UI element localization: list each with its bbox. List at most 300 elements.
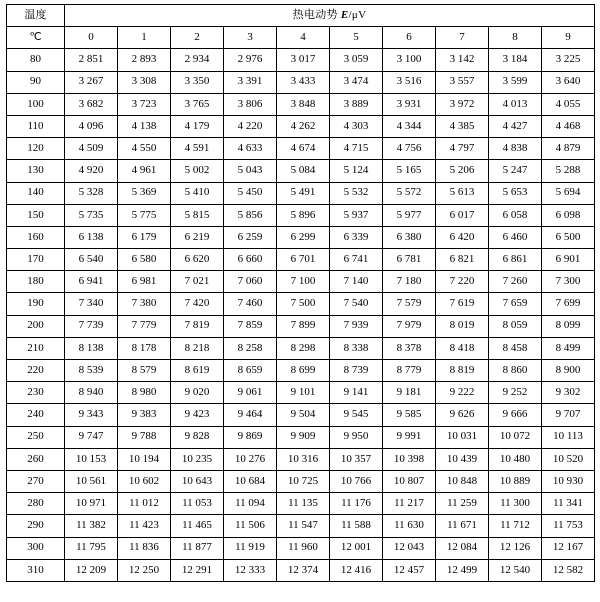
emf-value-cell: 12 540: [489, 559, 542, 581]
emf-value-cell: 11 753: [542, 515, 595, 537]
emf-value-cell: 6 138: [65, 226, 118, 248]
emf-value-cell: 7 579: [383, 293, 436, 315]
emf-value-cell: 4 550: [118, 138, 171, 160]
emf-value-cell: 9 101: [277, 382, 330, 404]
emf-value-cell: 11 547: [277, 515, 330, 537]
emf-value-cell: 8 178: [118, 337, 171, 359]
emf-value-cell: 3 059: [330, 49, 383, 71]
row-temperature-label: 100: [7, 93, 65, 115]
temperature-header-label: 温度: [7, 5, 65, 27]
emf-value-cell: 11 382: [65, 515, 118, 537]
emf-value-cell: 9 020: [171, 382, 224, 404]
emf-value-cell: 4 013: [489, 93, 542, 115]
emf-value-cell: 5 450: [224, 182, 277, 204]
emf-value-cell: 9 707: [542, 404, 595, 426]
emf-value-cell: 6 500: [542, 226, 595, 248]
emf-value-cell: 3 142: [436, 49, 489, 71]
emf-value-cell: 3 433: [277, 71, 330, 93]
emf-value-cell: 8 099: [542, 315, 595, 337]
table-row: [7, 93, 595, 115]
emf-value-cell: 8 539: [65, 360, 118, 382]
emf-value-cell: 4 961: [118, 160, 171, 182]
emf-value-cell: 10 398: [383, 448, 436, 470]
emf-value-cell: 7 659: [489, 293, 542, 315]
emf-value-cell: 9 909: [277, 426, 330, 448]
emf-value-cell: 9 222: [436, 382, 489, 404]
emf-value-cell: 7 460: [224, 293, 277, 315]
emf-value-cell: 7 260: [489, 271, 542, 293]
row-temperature-label: 300: [7, 537, 65, 559]
emf-value-cell: 6 420: [436, 226, 489, 248]
emf-value-cell: 3 557: [436, 71, 489, 93]
emf-value-cell: 5 043: [224, 160, 277, 182]
emf-value-cell: 4 920: [65, 160, 118, 182]
row-temperature-label: 160: [7, 226, 65, 248]
emf-value-cell: 6 580: [118, 249, 171, 271]
emf-value-cell: 12 457: [383, 559, 436, 581]
emf-value-cell: 8 659: [224, 360, 277, 382]
emf-value-cell: 6 219: [171, 226, 224, 248]
emf-value-cell: 9 545: [330, 404, 383, 426]
emf-value-cell: 6 620: [171, 249, 224, 271]
emf-value-cell: 10 520: [542, 448, 595, 470]
emf-value-cell: 11 877: [171, 537, 224, 559]
emf-value-cell: 12 043: [383, 537, 436, 559]
emf-value-cell: 4 262: [277, 115, 330, 137]
table-row: [7, 226, 595, 248]
emf-value-cell: 5 653: [489, 182, 542, 204]
table-row: [7, 293, 595, 315]
column-header: 9: [542, 27, 595, 49]
table-row: [7, 115, 595, 137]
emf-value-cell: 12 250: [118, 559, 171, 581]
emf-value-cell: 12 126: [489, 537, 542, 559]
emf-value-cell: 5 124: [330, 160, 383, 182]
emf-value-cell: 10 194: [118, 448, 171, 470]
emf-value-cell: 10 930: [542, 470, 595, 492]
header-row-title: [7, 5, 595, 27]
emf-value-cell: 8 218: [171, 337, 224, 359]
emf-value-cell: 4 427: [489, 115, 542, 137]
table-row: [7, 559, 595, 581]
emf-value-cell: 11 217: [383, 493, 436, 515]
emf-value-cell: 3 350: [171, 71, 224, 93]
emf-value-cell: 4 344: [383, 115, 436, 137]
emf-value-cell: 6 781: [383, 249, 436, 271]
emf-value-cell: 3 100: [383, 49, 436, 71]
emf-value-cell: 10 153: [65, 448, 118, 470]
emf-value-cell: 12 582: [542, 559, 595, 581]
emf-value-cell: 8 819: [436, 360, 489, 382]
emf-value-cell: 4 385: [436, 115, 489, 137]
table-row: [7, 315, 595, 337]
row-temperature-label: 290: [7, 515, 65, 537]
emf-value-cell: 5 247: [489, 160, 542, 182]
table-row: [7, 138, 595, 160]
emf-value-cell: 6 741: [330, 249, 383, 271]
emf-value-cell: 5 206: [436, 160, 489, 182]
emf-value-cell: 6 179: [118, 226, 171, 248]
emf-value-cell: 3 474: [330, 71, 383, 93]
emf-value-cell: 10 561: [65, 470, 118, 492]
emf-value-cell: 10 602: [118, 470, 171, 492]
row-temperature-label: 220: [7, 360, 65, 382]
emf-value-cell: 6 901: [542, 249, 595, 271]
column-header: 2: [171, 27, 224, 49]
emf-value-cell: 5 896: [277, 204, 330, 226]
emf-value-cell: 11 506: [224, 515, 277, 537]
emf-value-cell: 8 378: [383, 337, 436, 359]
emf-value-cell: 6 380: [383, 226, 436, 248]
row-temperature-label: 140: [7, 182, 65, 204]
emf-value-cell: 12 333: [224, 559, 277, 581]
row-temperature-label: 270: [7, 470, 65, 492]
emf-label-symbol: E: [340, 8, 349, 21]
emf-value-cell: 3 184: [489, 49, 542, 71]
emf-value-cell: 6 861: [489, 249, 542, 271]
emf-value-cell: 9 061: [224, 382, 277, 404]
emf-value-cell: 2 934: [171, 49, 224, 71]
emf-value-cell: 10 807: [383, 470, 436, 492]
emf-value-cell: 11 836: [118, 537, 171, 559]
emf-value-cell: 9 788: [118, 426, 171, 448]
emf-value-cell: 6 941: [65, 271, 118, 293]
emf-value-cell: 8 739: [330, 360, 383, 382]
emf-value-cell: 10 684: [224, 470, 277, 492]
emf-value-cell: 6 981: [118, 271, 171, 293]
table-row: [7, 271, 595, 293]
row-temperature-label: 310: [7, 559, 65, 581]
emf-value-cell: 5 977: [383, 204, 436, 226]
temperature-unit-label: ℃: [7, 27, 65, 49]
table-row: [7, 382, 595, 404]
row-temperature-label: 240: [7, 404, 65, 426]
emf-value-cell: 10 643: [171, 470, 224, 492]
emf-value-cell: 5 735: [65, 204, 118, 226]
column-header: 0: [65, 27, 118, 49]
row-temperature-label: 190: [7, 293, 65, 315]
emf-value-cell: 5 532: [330, 182, 383, 204]
emf-value-cell: 2 851: [65, 49, 118, 71]
emf-value-cell: 3 889: [330, 93, 383, 115]
emf-value-cell: 7 500: [277, 293, 330, 315]
emf-value-cell: 4 509: [65, 138, 118, 160]
emf-value-cell: 2 976: [224, 49, 277, 71]
emf-value-cell: 10 848: [436, 470, 489, 492]
emf-value-cell: 10 766: [330, 470, 383, 492]
emf-value-cell: 6 299: [277, 226, 330, 248]
emf-value-cell: 8 138: [65, 337, 118, 359]
emf-value-cell: 4 096: [65, 115, 118, 137]
emf-value-cell: 11 919: [224, 537, 277, 559]
emf-header-label: [65, 5, 595, 27]
header-row-columns: [7, 27, 595, 49]
table-row: [7, 426, 595, 448]
row-temperature-label: 80: [7, 49, 65, 71]
emf-value-cell: 5 369: [118, 182, 171, 204]
emf-value-cell: 11 588: [330, 515, 383, 537]
emf-value-cell: 3 225: [542, 49, 595, 71]
emf-value-cell: 5 410: [171, 182, 224, 204]
emf-label-prefix: 热电动势: [292, 8, 341, 21]
emf-value-cell: 5 288: [542, 160, 595, 182]
column-header: 7: [436, 27, 489, 49]
column-header: 4: [277, 27, 330, 49]
table-row: [7, 493, 595, 515]
emf-value-cell: 3 723: [118, 93, 171, 115]
emf-value-cell: 11 176: [330, 493, 383, 515]
emf-value-cell: 10 480: [489, 448, 542, 470]
emf-value-cell: 9 343: [65, 404, 118, 426]
emf-value-cell: 8 940: [65, 382, 118, 404]
emf-value-cell: 8 458: [489, 337, 542, 359]
emf-value-cell: 6 259: [224, 226, 277, 248]
table-row: [7, 404, 595, 426]
emf-value-cell: 4 138: [118, 115, 171, 137]
emf-value-cell: 7 859: [224, 315, 277, 337]
emf-value-cell: 6 017: [436, 204, 489, 226]
emf-value-cell: 7 140: [330, 271, 383, 293]
emf-value-cell: 7 060: [224, 271, 277, 293]
row-temperature-label: 200: [7, 315, 65, 337]
emf-value-cell: 8 298: [277, 337, 330, 359]
emf-value-cell: 10 889: [489, 470, 542, 492]
emf-value-cell: 9 302: [542, 382, 595, 404]
emf-value-cell: 5 572: [383, 182, 436, 204]
table-row: [7, 182, 595, 204]
emf-value-cell: 8 619: [171, 360, 224, 382]
emf-value-cell: 3 516: [383, 71, 436, 93]
emf-value-cell: 7 819: [171, 315, 224, 337]
emf-value-cell: 12 001: [330, 537, 383, 559]
emf-value-cell: 3 765: [171, 93, 224, 115]
emf-value-cell: 3 848: [277, 93, 330, 115]
column-header: 8: [489, 27, 542, 49]
emf-value-cell: 11 671: [436, 515, 489, 537]
emf-value-cell: 7 939: [330, 315, 383, 337]
emf-value-cell: 9 828: [171, 426, 224, 448]
row-temperature-label: 150: [7, 204, 65, 226]
emf-value-cell: 5 491: [277, 182, 330, 204]
emf-value-cell: 7 100: [277, 271, 330, 293]
emf-value-cell: 2 893: [118, 49, 171, 71]
emf-value-cell: 12 167: [542, 537, 595, 559]
emf-value-cell: 8 258: [224, 337, 277, 359]
emf-value-cell: 5 815: [171, 204, 224, 226]
emf-value-cell: 7 420: [171, 293, 224, 315]
emf-value-cell: 10 113: [542, 426, 595, 448]
emf-value-cell: 7 380: [118, 293, 171, 315]
table-body: [7, 49, 595, 582]
emf-value-cell: 3 972: [436, 93, 489, 115]
emf-value-cell: 12 416: [330, 559, 383, 581]
emf-value-cell: 5 328: [65, 182, 118, 204]
emf-value-cell: 11 712: [489, 515, 542, 537]
table-row: [7, 448, 595, 470]
emf-value-cell: 4 879: [542, 138, 595, 160]
emf-value-cell: 11 795: [65, 537, 118, 559]
emf-value-cell: 9 383: [118, 404, 171, 426]
emf-value-cell: 7 340: [65, 293, 118, 315]
emf-value-cell: 9 869: [224, 426, 277, 448]
emf-value-cell: 6 821: [436, 249, 489, 271]
emf-value-cell: 10 971: [65, 493, 118, 515]
emf-value-cell: 4 179: [171, 115, 224, 137]
emf-value-cell: 6 339: [330, 226, 383, 248]
emf-value-cell: 8 579: [118, 360, 171, 382]
column-header: 3: [224, 27, 277, 49]
emf-value-cell: 4 055: [542, 93, 595, 115]
emf-value-cell: 3 017: [277, 49, 330, 71]
emf-value-cell: 11 341: [542, 493, 595, 515]
row-temperature-label: 180: [7, 271, 65, 293]
emf-value-cell: 10 439: [436, 448, 489, 470]
emf-value-cell: 3 391: [224, 71, 277, 93]
emf-value-cell: 4 674: [277, 138, 330, 160]
emf-value-cell: 7 979: [383, 315, 436, 337]
emf-value-cell: 4 591: [171, 138, 224, 160]
row-temperature-label: 90: [7, 71, 65, 93]
column-header: 6: [383, 27, 436, 49]
table-row: [7, 204, 595, 226]
emf-value-cell: 8 418: [436, 337, 489, 359]
emf-value-cell: 5 856: [224, 204, 277, 226]
emf-value-cell: 7 699: [542, 293, 595, 315]
emf-value-cell: 9 141: [330, 382, 383, 404]
emf-value-cell: 8 699: [277, 360, 330, 382]
emf-value-cell: 12 084: [436, 537, 489, 559]
emf-value-cell: 9 585: [383, 404, 436, 426]
emf-value-cell: 10 235: [171, 448, 224, 470]
table-row: [7, 360, 595, 382]
emf-value-cell: 7 739: [65, 315, 118, 337]
row-temperature-label: 260: [7, 448, 65, 470]
emf-value-cell: 3 682: [65, 93, 118, 115]
emf-value-cell: 10 072: [489, 426, 542, 448]
row-temperature-label: 280: [7, 493, 65, 515]
row-temperature-label: 170: [7, 249, 65, 271]
table-header: [7, 5, 595, 49]
emf-value-cell: 11 259: [436, 493, 489, 515]
emf-value-cell: 7 540: [330, 293, 383, 315]
emf-value-cell: 4 797: [436, 138, 489, 160]
emf-value-cell: 10 316: [277, 448, 330, 470]
emf-value-cell: 8 059: [489, 315, 542, 337]
emf-value-cell: 8 900: [542, 360, 595, 382]
emf-value-cell: 11 094: [224, 493, 277, 515]
emf-value-cell: 4 838: [489, 138, 542, 160]
emf-value-cell: 5 937: [330, 204, 383, 226]
emf-value-cell: 12 374: [277, 559, 330, 581]
emf-value-cell: 3 267: [65, 71, 118, 93]
emf-value-cell: 5 694: [542, 182, 595, 204]
emf-value-cell: 10 357: [330, 448, 383, 470]
row-temperature-label: 130: [7, 160, 65, 182]
emf-value-cell: 3 806: [224, 93, 277, 115]
emf-value-cell: 7 779: [118, 315, 171, 337]
table-row: [7, 71, 595, 93]
emf-value-cell: 10 031: [436, 426, 489, 448]
emf-value-cell: 8 779: [383, 360, 436, 382]
emf-value-cell: 11 423: [118, 515, 171, 537]
emf-value-cell: 12 291: [171, 559, 224, 581]
emf-value-cell: 9 504: [277, 404, 330, 426]
emf-value-cell: 8 019: [436, 315, 489, 337]
emf-value-cell: 9 626: [436, 404, 489, 426]
emf-value-cell: 6 058: [489, 204, 542, 226]
emf-value-cell: 10 725: [277, 470, 330, 492]
emf-value-cell: 11 300: [489, 493, 542, 515]
emf-value-cell: 6 660: [224, 249, 277, 271]
row-temperature-label: 120: [7, 138, 65, 160]
emf-value-cell: 5 775: [118, 204, 171, 226]
emf-value-cell: 3 931: [383, 93, 436, 115]
table-row: [7, 160, 595, 182]
emf-value-cell: 6 540: [65, 249, 118, 271]
emf-value-cell: 11 053: [171, 493, 224, 515]
emf-value-cell: 8 980: [118, 382, 171, 404]
table-row: [7, 537, 595, 559]
emf-value-cell: 3 599: [489, 71, 542, 93]
table-row: [7, 515, 595, 537]
emf-value-cell: 4 756: [383, 138, 436, 160]
emf-value-cell: 4 303: [330, 115, 383, 137]
emf-value-cell: 9 423: [171, 404, 224, 426]
row-temperature-label: 250: [7, 426, 65, 448]
emf-value-cell: 7 619: [436, 293, 489, 315]
emf-value-cell: 11 012: [118, 493, 171, 515]
emf-value-cell: 4 220: [224, 115, 277, 137]
emf-value-cell: 9 950: [330, 426, 383, 448]
column-header: 1: [118, 27, 171, 49]
emf-value-cell: 5 165: [383, 160, 436, 182]
emf-value-cell: 6 701: [277, 249, 330, 271]
emf-value-cell: 9 181: [383, 382, 436, 404]
emf-value-cell: 10 276: [224, 448, 277, 470]
emf-value-cell: 3 308: [118, 71, 171, 93]
emf-value-cell: 5 084: [277, 160, 330, 182]
row-temperature-label: 230: [7, 382, 65, 404]
emf-value-cell: 8 338: [330, 337, 383, 359]
emf-value-cell: 7 220: [436, 271, 489, 293]
emf-value-cell: 11 135: [277, 493, 330, 515]
emf-value-cell: 7 021: [171, 271, 224, 293]
emf-value-cell: 5 002: [171, 160, 224, 182]
emf-value-cell: 11 465: [171, 515, 224, 537]
emf-value-cell: 6 460: [489, 226, 542, 248]
emf-label-unit: /μV: [348, 8, 367, 21]
emf-value-cell: 7 180: [383, 271, 436, 293]
emf-value-cell: 5 613: [436, 182, 489, 204]
thermocouple-emf-table: [6, 4, 595, 582]
emf-value-cell: 9 991: [383, 426, 436, 448]
table-row: [7, 470, 595, 492]
emf-value-cell: 4 468: [542, 115, 595, 137]
column-header: 5: [330, 27, 383, 49]
emf-value-cell: 8 499: [542, 337, 595, 359]
emf-value-cell: 12 209: [65, 559, 118, 581]
emf-value-cell: 7 899: [277, 315, 330, 337]
emf-value-cell: 12 499: [436, 559, 489, 581]
emf-value-cell: 9 464: [224, 404, 277, 426]
emf-value-cell: 8 860: [489, 360, 542, 382]
emf-value-cell: 3 640: [542, 71, 595, 93]
emf-value-cell: 11 630: [383, 515, 436, 537]
emf-value-cell: 11 960: [277, 537, 330, 559]
emf-value-cell: 9 252: [489, 382, 542, 404]
emf-value-cell: 9 747: [65, 426, 118, 448]
emf-value-cell: 7 300: [542, 271, 595, 293]
